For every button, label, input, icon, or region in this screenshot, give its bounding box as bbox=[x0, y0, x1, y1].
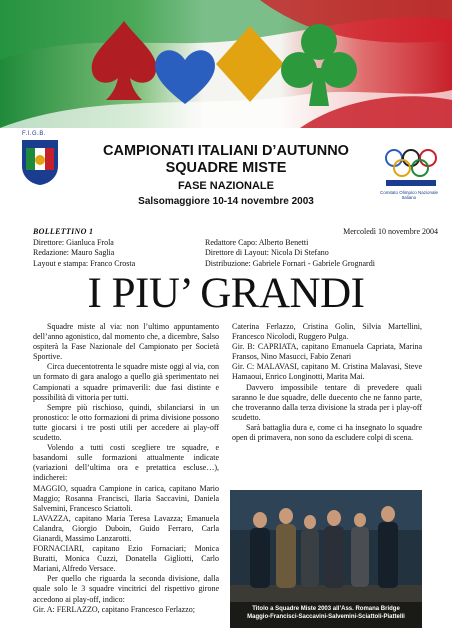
title-block bbox=[70, 143, 382, 208]
place-dates: Salsomaggiore 10-14 novembre 2003 bbox=[138, 196, 314, 207]
paragraph: Caterina Ferlazzo, Cristina Golin, Silvia Martellini, Francesco Nicolodi, Ruggero Pulga. bbox=[232, 322, 422, 342]
paragraph: MAGGIO, squadra Campione in carica, capitano Mario Maggio; Rosanna Francisci, Ilaria Saccavini, Daniela Salvemini, Francesco Sciattoli. bbox=[33, 483, 219, 513]
photo-caption bbox=[230, 605, 422, 621]
club-icon bbox=[275, 18, 363, 110]
paragraph: Per quello che riguarda la seconda divisione, dalla quale solo le 3 squadre vincitrici del rispettivo girone accedono ai play-off, indico: bbox=[33, 574, 219, 604]
paragraph: Sempre più rischioso, quindi, sbilanciarsi in un pronostico: le otto formazioni di prima divisione possono tutte giocarsi i tre posti utili per accedere ai play-off scudetto. bbox=[33, 402, 219, 443]
bulletin-number: BOLLETTINO 1 bbox=[33, 227, 94, 236]
paragraph: Gir. B: CAPRIATA, capitano Emanuela Capriata, Marina Fransos, Nino Masucci, Fabio Zenari bbox=[232, 342, 422, 362]
paragraph: Gir. C: MALAVASI, capitano M. Cristina Malavasi, Steve Hamaoui, Enrico Longinotti, Marita Mai. bbox=[232, 362, 422, 382]
staff-line: Distribuzione: Gabriele Fornari - Gabriele Grognardi bbox=[205, 258, 375, 268]
headline: I PIU’ GRANDI bbox=[87, 270, 365, 317]
article-column-right bbox=[232, 322, 422, 443]
staff-line: Direttore di Layout: Nicola Di Stefano bbox=[205, 248, 329, 257]
article-column-left bbox=[33, 322, 219, 615]
staff-line: Direttore: Gianluca Frola bbox=[33, 237, 114, 247]
staff-line: Redattore Capo: Alberto Benetti bbox=[205, 237, 309, 247]
paragraph: Gir. A: FERLAZZO, capitano Francesco Ferlazzo; bbox=[33, 604, 195, 614]
paragraph: Squadre miste al via: non l’ultimo appuntamento dell’anno agonistico, dal momento che, a dicembre, Salso ospiterà la Fase Nazionale del Campionato per Società Sportive. bbox=[33, 322, 219, 362]
title-line2: SQUADRE MISTE bbox=[165, 160, 287, 176]
paragraph: Circa duecentotrenta le squadre miste oggi al via, con un formato di gara analogo a quello già sperimentato nei Campionati a squadre primaverili: due fasi distinte e possibilità di vittoria per tutti. bbox=[33, 362, 219, 402]
paragraph: FORNACIARI, capitano Ezio Fornaciari; Monica Buratti, Monica Cuzzi, Donatella Gigliotti, Carlo Mariani, Alfredo Versace. bbox=[33, 544, 219, 574]
staff-line: Redazione: Mauro Saglia bbox=[33, 248, 115, 257]
issue-date: Mercoledì 10 novembre 2004 bbox=[343, 227, 438, 236]
caption-line1: Titolo a Squadre Miste 2003 all’Ass. Romana Bridge bbox=[252, 606, 400, 612]
staff-line: Layout e stampa: Franco Crosta bbox=[33, 258, 136, 268]
caption-line2: Maggio-Francisci-Saccavini-Salvemini-Sciattoli-Piattelli bbox=[247, 614, 405, 620]
coni-rings-icon bbox=[380, 146, 442, 188]
subtitle: FASE NAZIONALE bbox=[178, 180, 274, 192]
figb-crest-icon bbox=[20, 138, 60, 186]
paragraph: Davvero impossibile tentare di prevedere quali saranno le due squadre, delle duecento che ne fanno parte, che troveranno dalla terza divisione la strada per i play-off scudetto. bbox=[232, 382, 422, 422]
title-line1: CAMPIONATI ITALIANI D’AUTUNNO bbox=[103, 143, 349, 159]
paragraph: Volendo a tutti costi scegliere tre squadre, e basandomi sulle formazioni attualmente indicate (variazioni dell’ultima ora e pretattica escluse…), indicherei: bbox=[33, 443, 219, 483]
masthead-meta bbox=[33, 227, 438, 269]
crest-label: F.I.G.B. bbox=[22, 131, 47, 137]
paragraph: LAVAZZA, capitano Maria Teresa Lavazza; Emanuela Calandra, Giorgio Duboin, Guido Ferraro, Carla Gianardi, Massimo Lanzarotti. bbox=[33, 513, 219, 543]
coni-caption: Comitato Olimpico Nazionale Italiano bbox=[379, 190, 439, 200]
paragraph: Sarà battaglia dura e, come ci ha insegnato lo squadre open di primavera, non sono da escludere colpi di scena. bbox=[232, 422, 422, 443]
